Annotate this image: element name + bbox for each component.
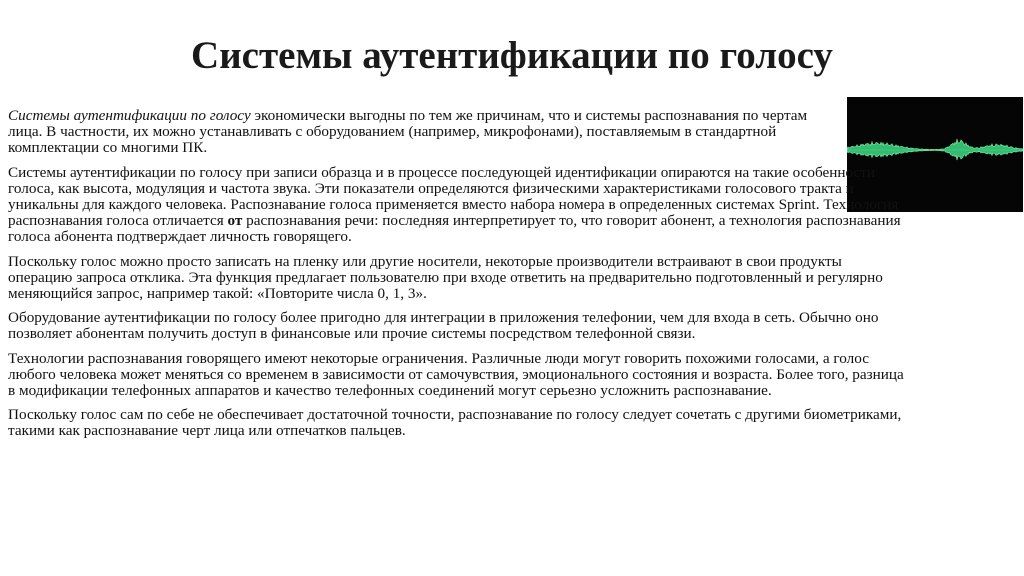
paragraph-features-part2: распознавания речи: последняя интерпретирует то, что говорит абонент, а технология распознавания голоса абонента подтверждает личность говорящего. [8,212,901,246]
page-title: Системы аутентификации по голосу [191,34,833,77]
paragraph-intro [8,108,844,157]
paragraph-conclusion: Поскольку голос сам по себе не обеспечивает достаточной точности, распознавание по голосу следует сочетать с другими биометриками, такими как распознавание черт лица или отпечатков пальцев. [8,406,902,440]
paragraph-challenge-response: Поскольку голос можно просто записать на пленку или другие носители, некоторые производители встраивают в свои продукты операцию запроса отклика. Эта функция предлагает пользователю при входе ответить на предварительно подготовленный и регулярно меняющийся запрос, например такой: «Повторите числа 0, 1, 3». [8,252,883,303]
paragraph-features-bold: от [227,212,243,230]
paragraph-limitations: Технологии распознавания говорящего имеют некоторые ограничения. Различные люди могут говорить похожими голосами, а голос любого человека может меняться со временем в зависимости от самочувствия, эмоционального состояния и возраста. Более того, разница в модификации телефонных аппаратов и качество телефонных соединений могут серьезно усложнить распознавание. [8,349,904,400]
paragraph-telephony: Оборудование аутентификации по голосу более пригодно для интеграции в приложения телефонии, чем для входа в сеть. Обычно оно позволяет абонентам получить доступ в финансовые или прочие системы посредством телефонной связи. [8,309,879,343]
paragraph-intro-lead: Системы аутентификации по голосу [8,107,251,124]
paragraph-intro-rest: экономически выгодны по тем же причинам, что и системы распознавания по чертам лица. В частности, их можно устанавливать с оборудованием (например, микрофонами), поставляемым в стандартной комплектации со многими ПК. [8,107,808,157]
paragraph-features-part1: Системы аутентификации по голосу при записи образца и в процессе последующей идентификации опираются на такие особенности голоса, как высота, модуляция и частота звука. Эти показатели определяются физическими характеристиками голосового тракта и уникальны для каждого человека. Распознавание голоса применяется вместо набора номера в определенных системах Sprint. Технология распознавания голоса отличается [8,163,899,230]
slide-body [8,108,908,448]
paragraph-features [8,165,908,246]
